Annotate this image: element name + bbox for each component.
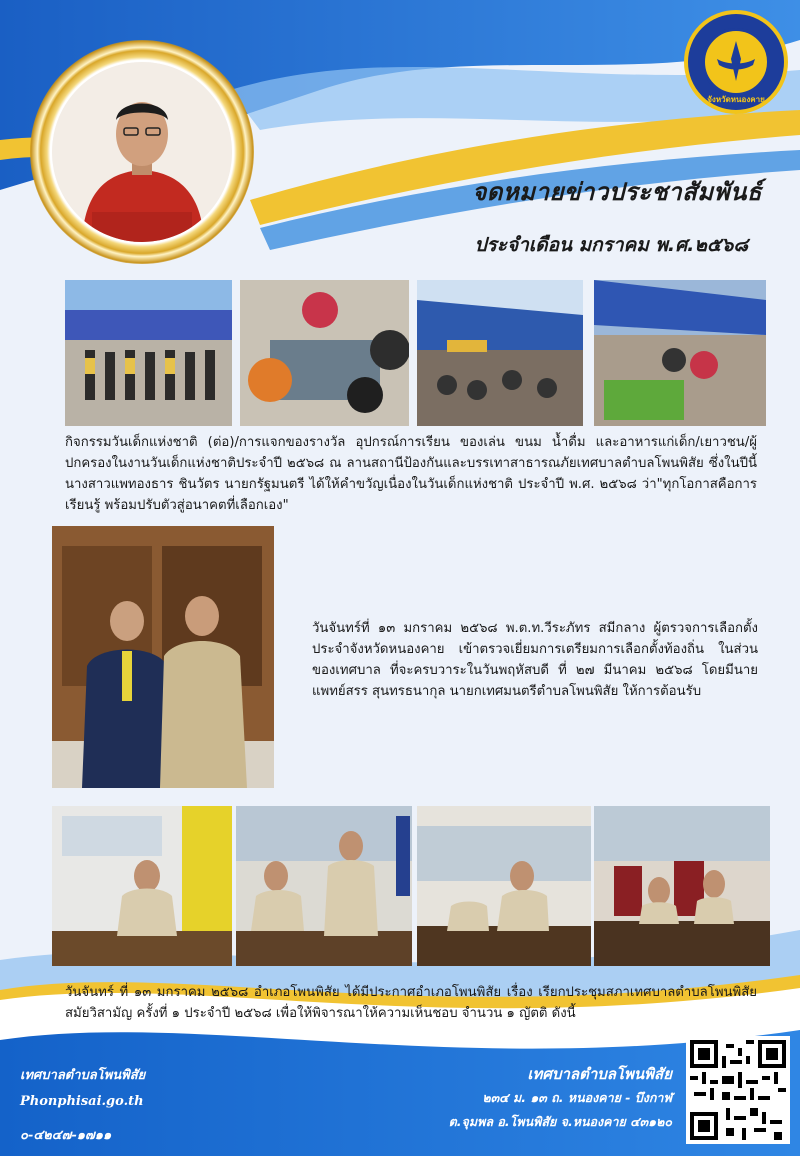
council-meeting-caption: วันจันทร์ ที่ ๑๓ มกราคม ๒๕๖๘ อำเภอโพนพิสัย ได้มีประกาศอำเภอโพนพิสัย เรื่อง เรียกประชุมสภาเทศบาลตำบลโพนพิสัย สมัยวิสามัญ ครั้งที่ ๑ ประจำปี ๒๕๖๘ เพื่อให้พิจารณาให้ความเห็นชอบ จำนวน ๑ ญัตติ ดังนี้ <box>65 985 757 1021</box>
election-visit-caption: วันจันทร์ที่ ๑๓ มกราคม ๒๕๖๘ พ.ต.ท.วีระภัทร สมีกลาง ผู้ตรวจการเลือกตั้งประจำจังหวัดหนองคาย เข้าตรวจเยี่ยมการเตรียมการเลือกตั้งท้องถิ่น ในส่วนของเทศบาล ที่จะครบวาระในวันพฤหัสบดี ที่ ๒๗ มีนาคม ๒๕๖๘ โดยมีนายแพทย์สรร สุนทรธนากุล นายกเทศมนตรีตำบลโพนพิสัย ให้การต้อนรับ <box>312 621 758 699</box>
photo-meeting-4 <box>594 806 770 966</box>
newsletter-subtitle: ประจำเดือน มกราคม พ.ศ.๒๕๖๘ <box>474 234 748 256</box>
photo-children-stall <box>594 280 766 426</box>
photo-meeting-3 <box>417 806 591 966</box>
municipality-logo <box>684 10 788 114</box>
footer-website[interactable]: Phonphisai.go.th <box>20 1094 144 1109</box>
logo-emblem <box>702 28 770 96</box>
qr-code[interactable] <box>686 1036 790 1144</box>
photo-children-day-group <box>65 280 232 426</box>
logo-caption: จังหวัดหนองคาย <box>707 95 765 104</box>
newsletter-title: จดหมายข่าวประชาสัมพันธ์ <box>472 178 762 206</box>
mayor-portrait <box>52 62 232 242</box>
footer-phone: ๐-๔๒๔๗-๑๗๑๑ <box>20 1128 112 1143</box>
photo-election-inspector-visit <box>52 526 274 788</box>
photo-children-tent <box>417 280 583 426</box>
children-day-caption: กิจกรรมวันเด็กแห่งชาติ (ต่อ)/การแจกของรางวัล อุปกรณ์การเรียน ของเล่น ขนม น้ำดื่ม และอาหารแก่เด็ก/เยาวชน/ผู้ปกครองในงานวันเด็กแห่งชาติประจำปี ๒๕๖๘ ณ ลานสถานีป้องกันและบรรเทาสาธารณภัยเทศบาลตำบลโพนพิสัย ซึ่งในปีนี้ นางสาวแพทองธาร ชินวัตร นายกรัฐมนตรี ได้ให้คำขวัญเนื่องในวันเด็กแห่งชาติ ประจำปี พ.ศ. ๒๕๖๘ ว่า"ทุกโอกาสคือการเรียนรู้ พร้อมปรับตัวสู่อนาคตที่เลือกเอง" <box>65 435 757 513</box>
photo-meeting-1 <box>52 806 232 966</box>
photo-meeting-2 <box>236 806 412 966</box>
footer-right-org: เทศบาลตำบลโพนพิสัย <box>527 1065 672 1083</box>
footer-address-line1: ๒๓๔ ม. ๑๓ ถ. หนองคาย - บึงกาฬ <box>482 1090 672 1105</box>
footer-address-line2: ต.จุมพล อ.โพนพิสัย จ.หนองคาย ๔๓๑๒๐ <box>448 1114 672 1129</box>
footer-org-name: เทศบาลตำบลโพนพิสัย <box>20 1068 146 1083</box>
photo-children-activity <box>240 280 409 426</box>
